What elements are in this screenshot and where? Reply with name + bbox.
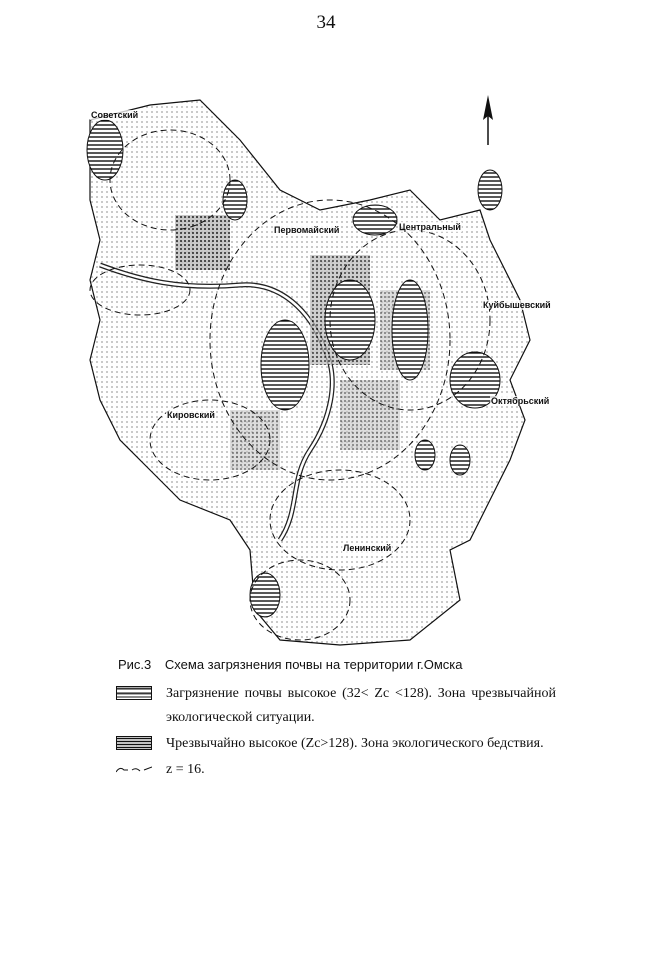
district-label-oktyabrsky: Октябрьский bbox=[491, 396, 550, 406]
district-label-pervomaisky: Первомайский bbox=[274, 225, 340, 235]
district-label-leninsky: Ленинский bbox=[343, 543, 392, 553]
district-label-kirovsky: Кировский bbox=[167, 410, 215, 420]
high-pollution-swatch-icon bbox=[116, 686, 152, 700]
legend-text-high: Загрязнение почвы высокое (32< Zc <128). Зона чрезвычайной экологической ситуации. bbox=[166, 686, 556, 725]
map-drawing bbox=[80, 80, 560, 650]
district-label-sovetsky: Советский bbox=[91, 110, 139, 120]
extreme-pollution-swatch-icon bbox=[116, 736, 152, 750]
isoline-dashed-icon bbox=[116, 764, 152, 774]
pollution-map bbox=[80, 80, 560, 650]
legend-row-high bbox=[116, 682, 556, 732]
legend-text-isoline: z = 16. bbox=[166, 762, 205, 777]
district-label-centralny: Центральный bbox=[399, 222, 461, 232]
north-arrow-icon bbox=[483, 95, 493, 145]
page-number: 34 bbox=[316, 12, 336, 33]
figure-title: Схема загрязнения почвы на территории г.Омска bbox=[164, 657, 463, 672]
legend-row-isoline bbox=[116, 758, 556, 782]
figure-caption bbox=[118, 657, 463, 672]
legend-text-extreme: Чрезвычайно высокое (Zc>128). Зона экологического бедствия. bbox=[166, 736, 544, 751]
district-label-kuibyshevsky: Куйбышевский bbox=[483, 300, 551, 310]
legend-row-extreme bbox=[116, 732, 556, 756]
figure-label: Рис.3 bbox=[118, 657, 152, 672]
